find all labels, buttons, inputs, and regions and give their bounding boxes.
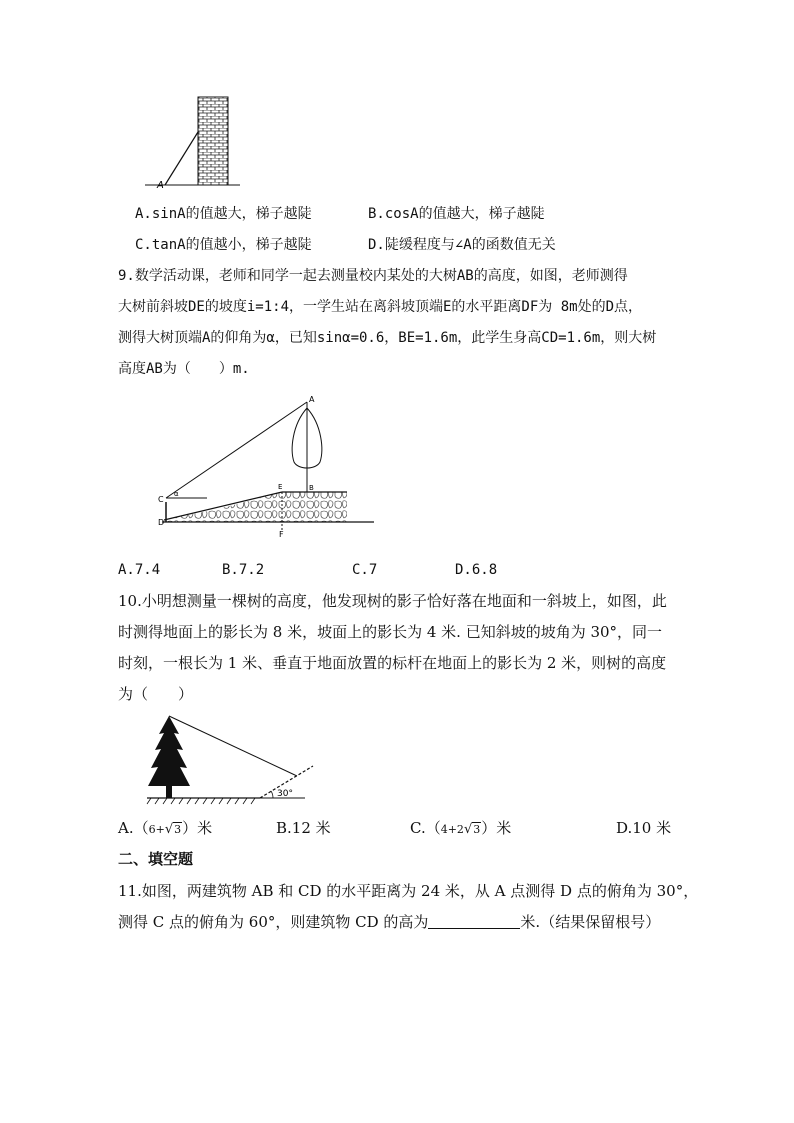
label-a: A xyxy=(309,395,315,404)
q10-line-4: 为（ ） xyxy=(118,685,194,703)
label-e: E xyxy=(278,483,283,491)
sqrt-icon: √ xyxy=(164,822,174,837)
angle-label: 30° xyxy=(277,789,293,799)
q8-option-c: C.tanA的值越小，梯子越陡 xyxy=(135,237,312,253)
q11-line-2-end: 米.（结果保留根号） xyxy=(520,913,661,931)
q10-option-d: D.10 米 xyxy=(616,819,672,837)
q11-line-1: 11.如图，两建筑物 AB 和 CD 的水平距离为 24 米，从 A 点测得 D 点的俯角为 30°， xyxy=(118,882,699,900)
q10-option-a-prefix: A.（ xyxy=(118,819,149,837)
q10-option-a xyxy=(118,818,212,840)
label-alpha: α xyxy=(174,490,179,498)
q10-option-c-prefix: C.（ xyxy=(410,819,441,837)
q9-option-c: C.7 xyxy=(352,562,378,578)
q10-option-c xyxy=(410,818,511,840)
sqrt-icon: √ xyxy=(463,822,473,837)
brick-wall xyxy=(198,97,228,185)
q9-line-2: 大树前斜坡DE的坡度i=1:4，一学生站在离斜坡顶端E的水平距离DF为 8m处的D点， xyxy=(118,299,643,315)
q10-option-a-suffix: ）米 xyxy=(182,819,213,837)
q10-option-a-rad: 3 xyxy=(174,823,182,836)
sight-line-ca xyxy=(166,402,307,498)
q10-option-a-int: 6+ xyxy=(148,823,165,836)
q9-option-d: D.6.8 xyxy=(455,562,498,578)
label-c: C xyxy=(158,495,164,504)
ground-hatching xyxy=(147,798,255,804)
q8-option-a: A.sinA的值越大，梯子越陡 xyxy=(135,206,312,222)
tree-trunk xyxy=(166,784,172,798)
label-f: F xyxy=(279,530,284,539)
q10-line-1: 10.小明想测量一棵树的高度，他发现树的影子恰好落在地面和一斜坡上，如图，此 xyxy=(118,592,667,610)
q9-line-3: 测得大树顶端A的仰角为α，已知sinα=0.6，BE=1.6m，此学生身高CD=1.6m，则大树 xyxy=(118,330,657,346)
label-b: B xyxy=(309,484,314,492)
angle-arc xyxy=(271,791,273,798)
label-d: D xyxy=(158,518,165,527)
q10-line-3: 时刻，一根长为 1 米、垂直于地面放置的标杆在地面上的影长为 2 米，则树的高度 xyxy=(118,654,667,672)
sun-ray xyxy=(169,716,297,776)
q8-ladder-figure xyxy=(145,92,245,192)
q11-line-2 xyxy=(118,912,660,932)
slope-ground xyxy=(164,492,347,522)
section-title: 二、填空题 xyxy=(118,850,194,868)
q9-line-4: 高度AB为（ ）m. xyxy=(118,361,250,377)
q11-line-2-start: 测得 C 点的俯角为 60°，则建筑物 CD 的高为 xyxy=(118,913,429,931)
point-a-label: A xyxy=(157,180,164,191)
q9-line-1: 9.数学活动课，老师和同学一起去测量校内某处的大树AB的高度，如图，老师测得 xyxy=(118,268,628,284)
q10-option-c-suffix: ）米 xyxy=(481,819,512,837)
q9-option-b: B.7.2 xyxy=(222,562,265,578)
q10-tree-shadow-figure xyxy=(145,712,320,807)
q10-option-c-rad: 3 xyxy=(473,823,481,836)
q9-tree-slope-figure xyxy=(152,390,377,540)
q8-option-d: D.陡缓程度与∠A的函数值无关 xyxy=(368,237,556,253)
q10-option-b: B.12 米 xyxy=(276,819,331,837)
pine-tree xyxy=(148,716,190,786)
answer-blank[interactable] xyxy=(428,914,520,929)
q10-line-2: 时测得地面上的影长为 8 米，坡面上的影长为 4 米. 已知斜坡的坡角为 30°，同一 xyxy=(118,623,663,641)
ladder-line xyxy=(165,132,198,185)
q9-option-a: A.7.4 xyxy=(118,562,161,578)
q8-option-b: B.cosA的值越大，梯子越陡 xyxy=(368,206,545,222)
q10-option-c-int: 4+2 xyxy=(440,823,464,836)
